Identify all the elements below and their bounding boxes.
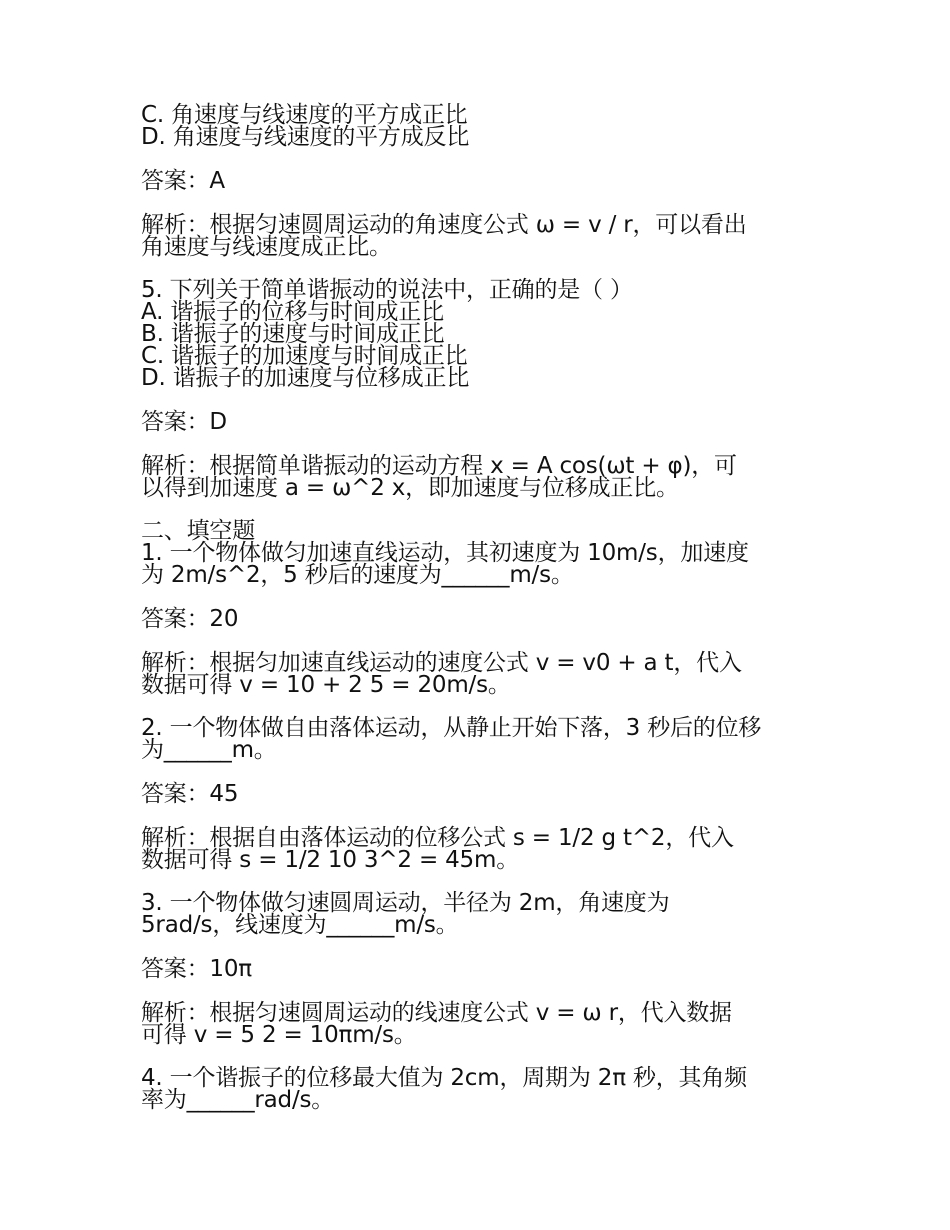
question-stem: 2. 一个物体做自由落体运动，从静止开始下落，3 秒后的位移 [141,715,762,741]
answer-text: 答案：D [141,409,227,435]
explanation-line: 数据可得 s = 1/2 10 3^2 = 45m。 [141,847,519,873]
fill-1-answer [141,608,821,630]
fill-2-explanation [141,827,821,871]
fill-3-explanation [141,1002,821,1046]
answer-text: 答案：45 [141,781,239,807]
explanation-line: 以得到加速度 a = ω^2 x，即加速度与位移成正比。 [141,475,679,501]
explanation-line: 角速度与线速度成正比。 [141,234,392,260]
explanation-line: 解析：根据简单谐振动的运动方程 x = A cos(ωt + φ)，可 [141,453,737,479]
explanation-line: 数据可得 v = 10 + 2 5 = 20m/s。 [141,672,511,698]
explanation-line: 可得 v = 5 2 = 10πm/s。 [141,1022,417,1048]
explanation-line: 解析：根据匀速圆周运动的线速度公式 v = ω r，代入数据 [141,1000,732,1026]
document-page [141,104,821,1111]
fill-4 [141,1067,821,1111]
fill-1-explanation [141,652,821,696]
section-title: 二、填空题 [141,518,256,544]
question-4-explanation [141,214,821,258]
fill-3 [141,892,821,936]
question-stem: 1. 一个物体做匀加速直线运动，其初速度为 10m/s，加速度 [141,540,749,566]
answer-text: 答案：A [141,168,225,194]
answer-text: 答案：20 [141,606,239,632]
fill-in-section [141,520,821,586]
fill-2-answer [141,783,821,805]
answer-text: 答案：10π [141,956,252,982]
option-c: C. 谐振子的加速度与时间成正比 [141,343,468,369]
question-stem: 3. 一个物体做匀速圆周运动，半径为 2m，角速度为 [141,890,670,916]
question-stem: 为 2m/s^2，5 秒后的速度为______m/s。 [141,562,574,588]
question-4-answer [141,170,821,192]
question-5-answer [141,411,821,433]
explanation-line: 解析：根据自由落体运动的位移公式 s = 1/2 g t^2，代入 [141,825,734,851]
option-d: D. 角速度与线速度的平方成反比 [141,124,470,150]
question-stem: 4. 一个谐振子的位移最大值为 2cm，周期为 2π 秒，其角频 [141,1065,747,1091]
question-stem: 5. 下列关于简单谐振动的说法中，正确的是（ ） [141,277,633,303]
question-stem: 为______m。 [141,737,277,763]
explanation-line: 解析：根据匀加速直线运动的速度公式 v = v0 + a t，代入 [141,650,742,676]
question-4-options [141,104,821,148]
option-d: D. 谐振子的加速度与位移成正比 [141,365,470,391]
fill-2 [141,717,821,761]
question-stem: 5rad/s，线速度为______m/s。 [141,912,459,938]
question-5 [141,279,821,389]
option-c: C. 角速度与线速度的平方成正比 [141,102,468,128]
fill-3-answer [141,958,821,980]
option-a: A. 谐振子的位移与时间成正比 [141,299,444,325]
option-b: B. 谐振子的速度与时间成正比 [141,321,445,347]
question-stem: 率为______rad/s。 [141,1087,335,1113]
explanation-line: 解析：根据匀速圆周运动的角速度公式 ω = v / r，可以看出 [141,212,747,238]
question-5-explanation [141,455,821,499]
